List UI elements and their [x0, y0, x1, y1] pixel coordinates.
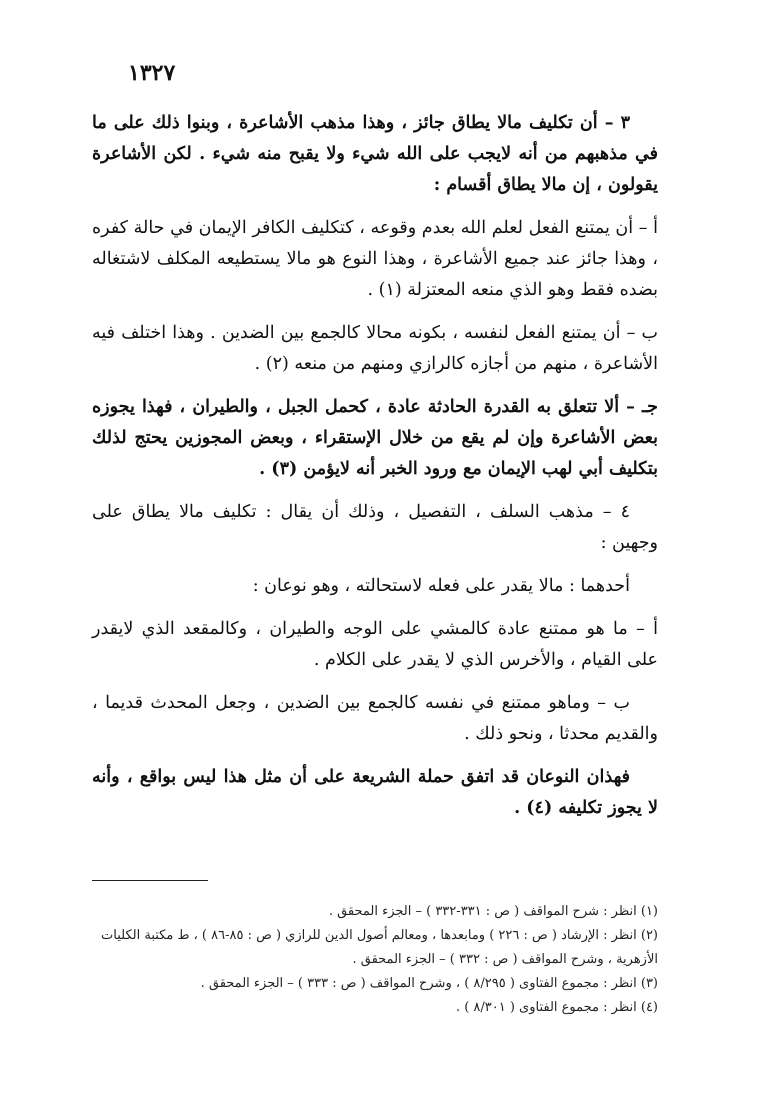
main-text — [92, 108, 658, 836]
footnotes — [92, 900, 658, 1020]
page-number: ١٣٢٧ — [128, 60, 176, 86]
paragraph-point-3c: جـ – ألا تتعلق به القدرة الحادثة عادة ، كحمل الجبل ، والطيران ، فهذا يجوزه بعض الأشاعرة وإن لم يقع من خلال الإستقراء ، وبعض المجوزين يحتج لذلك بتكليف أبي لهب الإيمان مع ورود الخبر أنه لايؤمن (٣) . — [92, 397, 658, 479]
paragraph-point-4a: أ – ما هو ممتنع عادة كالمشي على الوجه والطيران ، وكالمقعد الذي لايقدر على القيام ، والأخرس الذي لا يقدر على الكلام . — [92, 619, 658, 670]
paragraph-point-3: ٣ – أن تكليف مالا يطاق جائز ، وهذا مذهب الأشاعرة ، وبنوا ذلك على ما في مذهبهم من أنه لايجب على الله شيء ولا يقبح منه شيء . لكن الأشاعرة يقولون ، إن مالا يطاق أقسام : — [92, 113, 658, 195]
footnote-2: (٢) انظر : الإرشاد ( ص : ٢٢٦ ) ومابعدها ، ومعالم أصول الدين للرازي ( ص : ٨٥-٨٦ ) ، ط مكتبة الكليات الأزهرية ، وشرح المواقف ( ص : ٣٣٢ ) – الجزء المحقق . — [101, 928, 658, 967]
paragraph-point-3a: أ – أن يمتنع الفعل لعلم الله بعدم وقوعه ، كتكليف الكافر الإيمان في حالة كفره ، وهذا جائز عند جميع الأشاعرة ، وهذا النوع هو مالا يستطيعه المكلف لاشتغاله بضده فقط وهو الذي منعه المعتزلة (١) . — [92, 218, 658, 300]
footnote-1: (١) انظر : شرح المواقف ( ص : ٣٣١-٣٣٢ ) – الجزء المحقق . — [328, 904, 658, 919]
paragraph-point-3b: ب – أن يمتنع الفعل لنفسه ، بكونه محالا كالجمع بين الضدين . وهذا اختلف فيه الأشاعرة ، منهم من أجازه كالرازي ومنهم من منعه (٢) . — [92, 323, 658, 374]
paragraph-point-4b: ب – وماهو ممتنع في نفسه كالجمع بين الضدين ، وجعل المحدث قديما ، والقديم محدثا ، ونحو ذلك . — [92, 693, 658, 744]
footnote-3: (٣) انظر : مجموع الفتاوى ( ٨/٢٩٥ ) ، وشرح المواقف ( ص : ٣٣٣ ) – الجزء المحقق . — [200, 976, 658, 991]
paragraph-first-aspect: أحدهما : مالا يقدر على فعله لاستحالته ، وهو نوعان : — [252, 576, 630, 596]
footnote-4: (٤) انظر : مجموع الفتاوى ( ٨/٣٠١ ) . — [455, 1000, 658, 1015]
paragraph-conclusion: فهذان النوعان قد اتفق حملة الشريعة على أن مثل هذا ليس بواقع ، وأنه لا يجوز تكليفه (٤) . — [92, 767, 658, 818]
footnote-separator — [92, 880, 208, 881]
paragraph-point-4: ٤ – مذهب السلف ، التفصيل ، وذلك أن يقال : تكليف مالا يطاق على وجهين : — [92, 502, 658, 553]
